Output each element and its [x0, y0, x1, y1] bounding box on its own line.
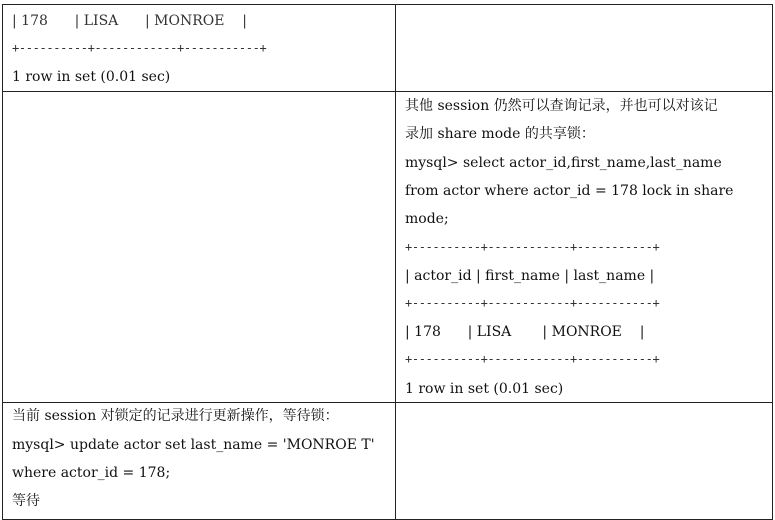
table-border-right	[772, 4, 773, 520]
intro-line-1: 其他 session 仍然可以查询记录，并也可以对该记	[405, 98, 718, 114]
top-right-cell	[396, 4, 772, 91]
status-text: 等待	[12, 493, 40, 509]
bottom-left-cell	[2, 403, 395, 519]
result-border-mid: +----------+------------+-----------+	[405, 296, 660, 310]
result-border-bottom: +----------+------------+-----------+	[405, 352, 660, 366]
result-summary: 1 row in set (0.01 sec)	[405, 381, 564, 397]
intro-line-2: 录加 share mode 的共享锁：	[405, 126, 595, 142]
sql-line-1: mysql> select actor_id,first_name,last_name	[405, 155, 722, 171]
mid-right-cell	[396, 92, 772, 402]
result-border-line: +----------+------------+-----------+	[12, 41, 267, 55]
result-header-row: | actor_id | first_name | last_name |	[405, 268, 655, 284]
sql-line-1: mysql> update actor set last_name = 'MONROE T'	[12, 437, 375, 453]
mid-left-cell	[2, 92, 395, 402]
top-left-cell	[2, 4, 395, 91]
sql-line-2: from actor where actor_id = 178 lock in share	[405, 183, 734, 199]
sql-line-2: where actor_id = 178;	[12, 465, 171, 481]
bottom-right-cell	[396, 403, 772, 519]
result-summary: 1 row in set (0.01 sec)	[12, 69, 171, 85]
session-comparison-table	[2, 4, 773, 520]
sql-line-3: mode;	[405, 211, 449, 227]
result-data-row: | 178 | LISA | MONROE |	[405, 324, 645, 340]
intro-line: 当前 session 对锁定的记录进行更新操作，等待锁：	[12, 408, 339, 424]
result-border-top: +----------+------------+-----------+	[405, 240, 660, 254]
result-data-row: | 178 | LISA | MONROE |	[12, 13, 247, 29]
